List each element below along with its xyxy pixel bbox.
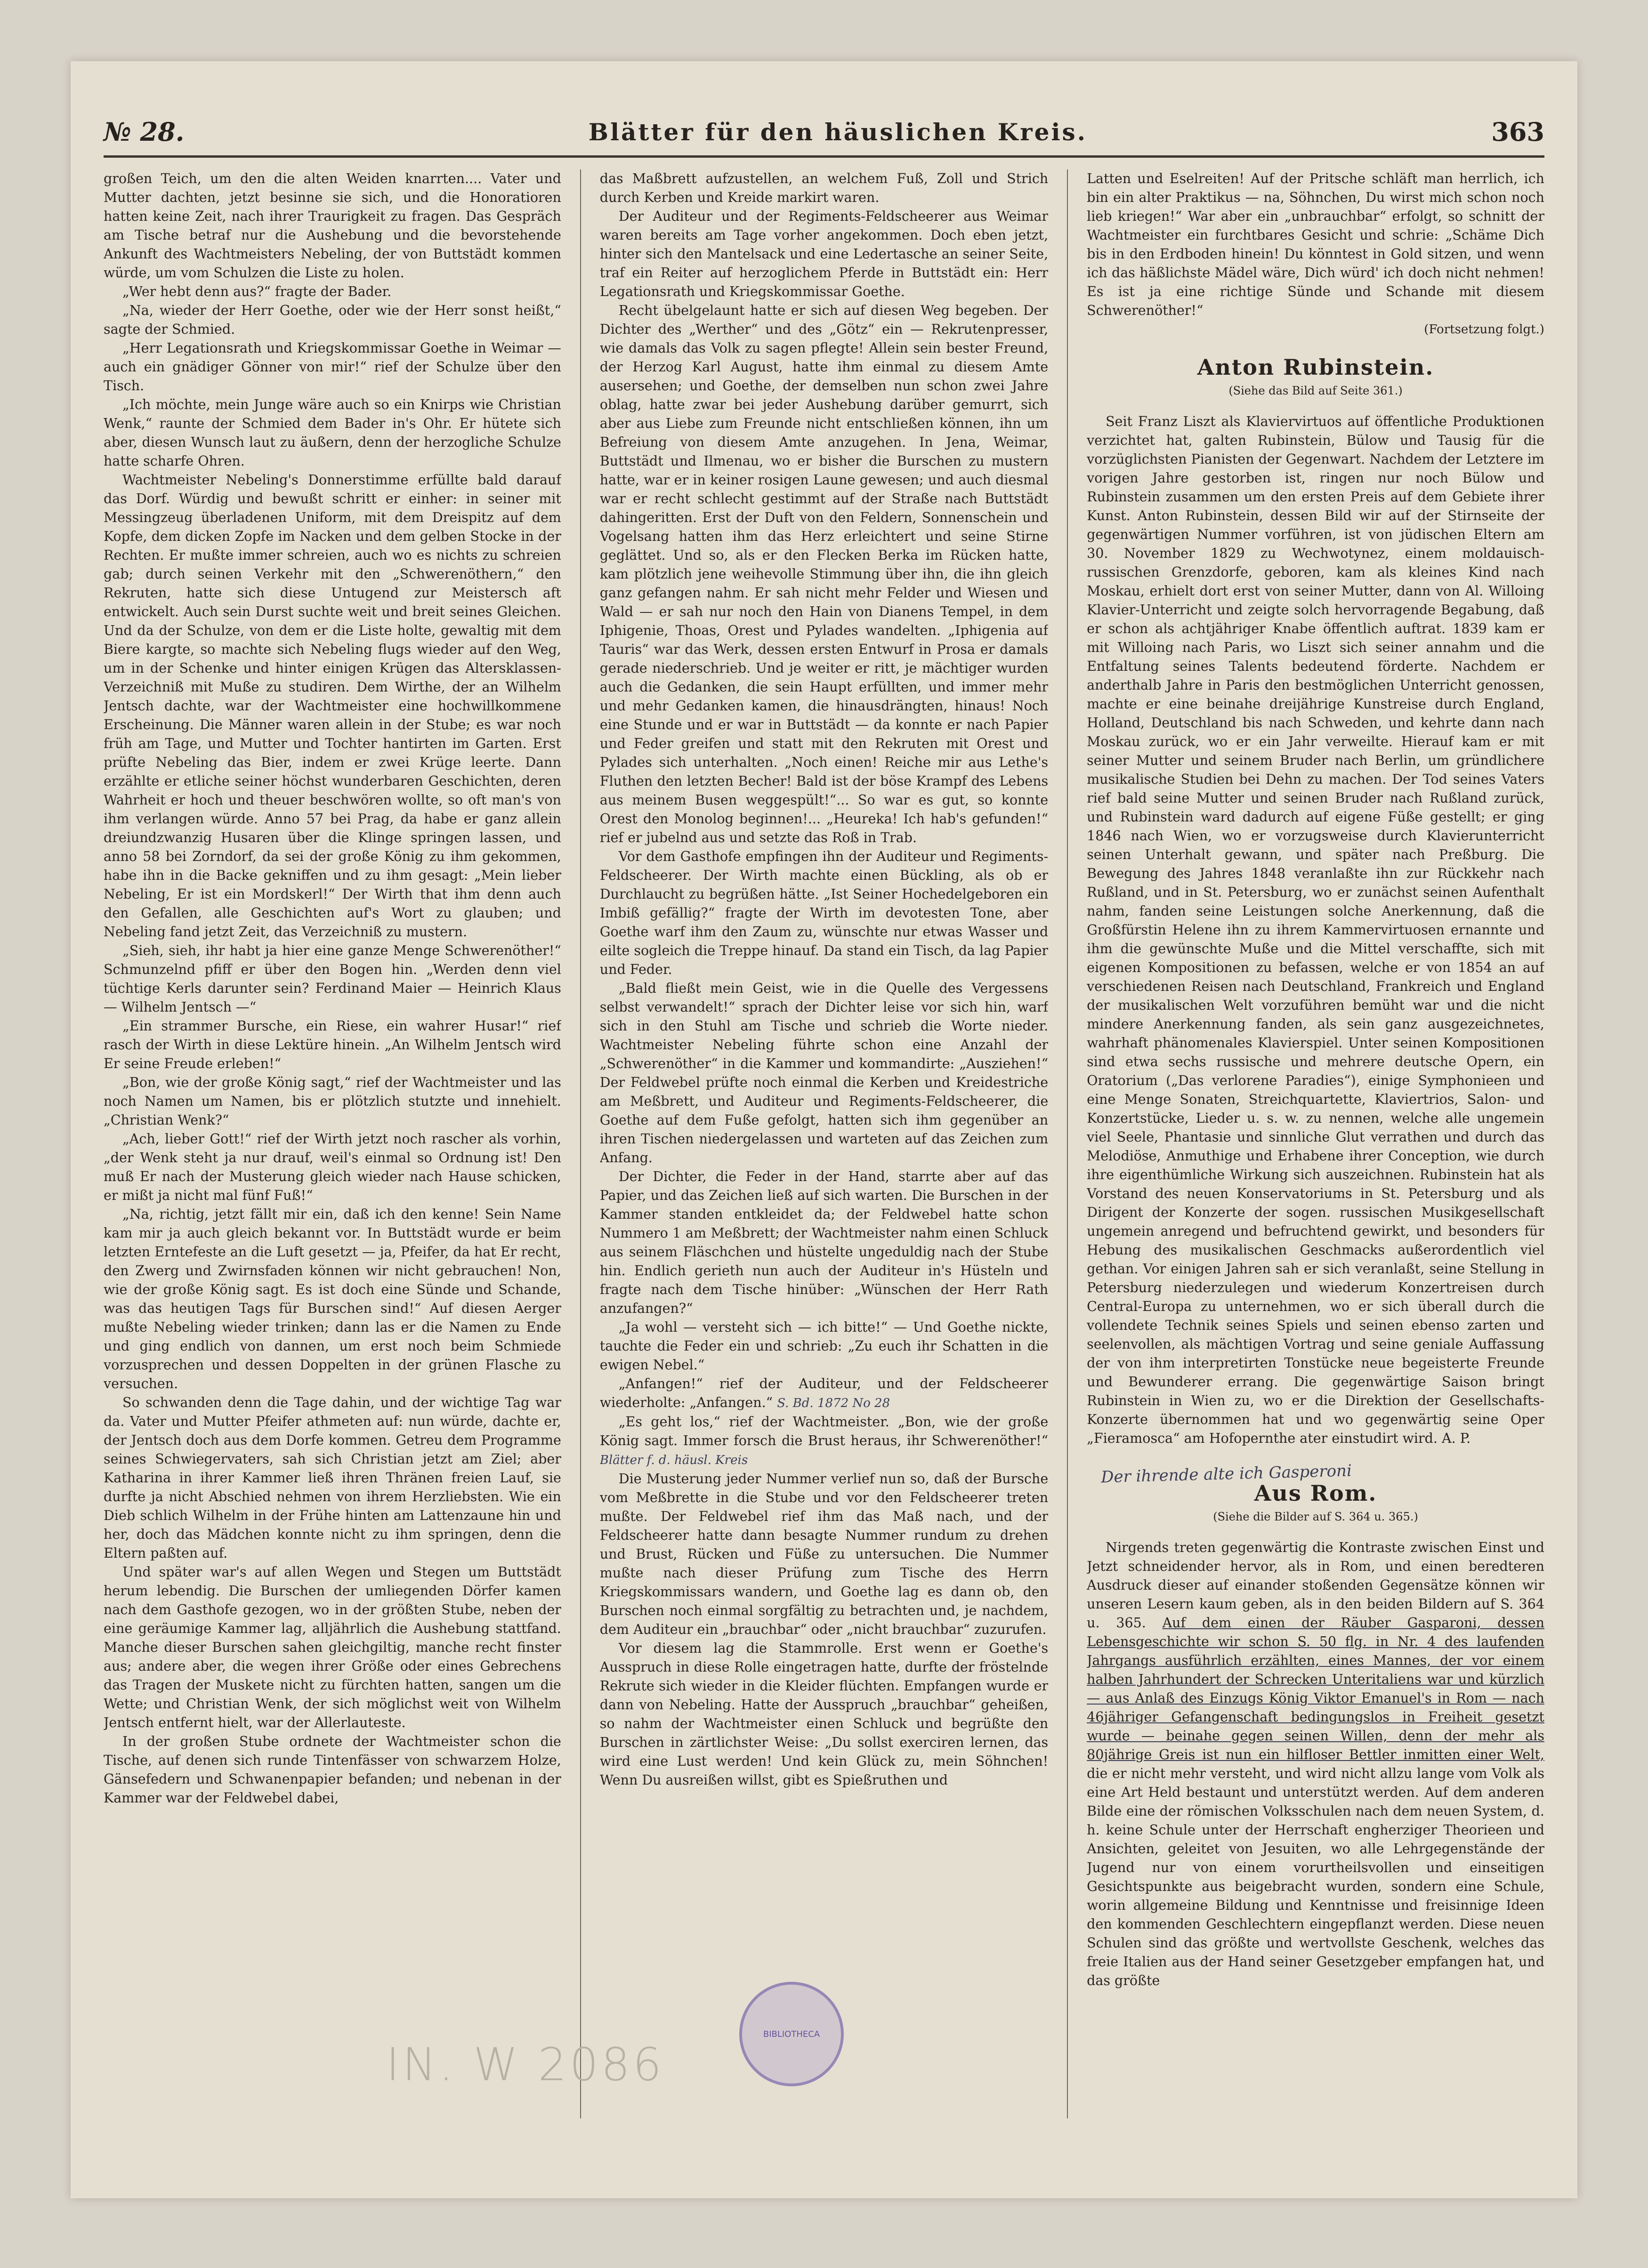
paragraph: „Bald fließt mein Geist, wie in die Quelle des Vergessens selbst verwandelt!“ sprach der Dichter leise vor sich hin, warf sich in den Stuhl am Tische und schrieb die Worte nieder. Wachtmeister Nebeling führte schon eine Anzahl der „Schwerenöther“ in die Kammer und kommandirte: „Ausziehen!“ Der Feldwebel prüfte noch einmal die Kerben und Kreidestriche am Meßbrett, und Auditeur und Regiments-Feldscheerer, die Goethe auf dem Fuße gefolgt, hatten sich ihm gegenüber an ihren Tischen niedergelassen und warteten auf das Zeichen zum Anfang. [599, 981, 1049, 1166]
handwritten-annotation: Der ihrende alte ich Gasperoni [1100, 1461, 1352, 1487]
article-body-rom [1087, 1538, 1544, 1990]
paragraph: großen Teich, um den die alten Weiden knarrten.... Vater und Mutter dachten, jetzt besinne sie sich, und die Honoratioren hatten keine Zeit, nach ihrer Traurigkeit zu fragen. Das Gespräch am Tische betraf nur die Aushebung und die bevorstehende Ankunft des Wachtmeisters Nebeling, der von Buttstädt kommen würde, um vom Schulzen die Liste zu holen. [104, 171, 561, 281]
paragraph: Der Dichter, die Feder in der Hand, starrte aber auf das Papier, und das Zeichen ließ auf sich warten. Die Burschen in der Kammer standen entkleidet da; der Feldwebel hatte schon Nummero 1 am Meßbrett; der Wachtmeister nahm einen Schluck aus seinem Fläschchen und hüstelte ungeduldig nach der Stube hin. Endlich gerieth nun auch der Auditeur in's Hüsteln und fragte nach dem Tische hinüber: „Wünschen der Herr Rath anzufangen?“ [599, 1169, 1049, 1316]
paragraph: Recht übelgelaunt hatte er sich auf diesen Weg begeben. Der Dichter des „Werther“ und des „Götz“ ein — Rekrutenpresser, wie damals das Volk zu sagen pflegte! Allein sein bester Freund, der Herzog Karl August, hatte ihm einmal zu diesem Amte ausersehen; und Goethe, der demselben nun schon zwei Jahre oblag, hatte zwar bei jeder Aushebung darüber gemurrt, sich aber aus Liebe zum Freunde nicht entschließen können, ihn um Befreiung von diesem Amte anzugehen. In Jena, Weimar, Buttstädt und Ilmenau, wo er bisher die Burschen zu mustern hatte, war er in keiner rosigen Laune gewesen; und auch diesmal war er recht schlecht gestimmt auf der Straße nach Buttstädt dahingeritten. Erst der Duft von den Feldern, Sonnenschein und Vogelsang hatten ihm das Herz erleichtert und seine Stirne geglättet. Und so, als er den Flecken Berka im Rücken hatte, kam plötzlich jene weihevolle Stimmung über ihn, die ihn gleich ganz gefangen nahm. Er sah nicht mehr Felder und Wiesen und Wald — er sah nur noch den Hain von Dianens Tempel, in dem Iphigenie, Thoas, Orest und Pylades wandelten. „Iphigenia auf Tauris“ war das Werk, dessen ersten Entwurf in Prosa er damals gerade niederschrieb. Und je weiter er ritt, je mächtiger wurden auch die Gedanken, die sein Haupt erfüllten, und immer mehr und mehr Gedanken kamen, die hinausdrängten, hinaus! Noch eine Stunde und er war in Buttstädt — da konnte er nach Papier und Feder greifen und statt mit den Rekruten mit Orest und Pylades sich unterhalten. „Noch einen! Reiche mir aus Lethe's Fluthen den letzten Becher! Bald ist der böse Krampf des Lebens aus meinem Busen weggespült!“... So war es gut, so konnte Orest den Monolog beginnen!... „Heureka! Ich hab's gefunden!“ rief er jubelnd aus und setzte das Roß in Trab. [599, 303, 1049, 845]
article-subtitle-rom: (Siehe die Bilder auf S. 364 u. 365.) [1213, 1510, 1418, 1523]
handwritten-note: Blätter f. d. häusl. Kreis [599, 1453, 748, 1467]
paragraph-text: „Anfangen!“ rief der Auditeur, und der Feldscheerer wiederholte: „Anfangen.“ [599, 1376, 1049, 1410]
article-subtitle-rubinstein: (Siehe das Bild auf Seite 361.) [1228, 384, 1403, 397]
paragraph: „Ich möchte, mein Junge wäre auch so ein Knirps wie Christian Wenk,“ raunte der Schmied dem Bader in's Ohr. Er hütete sich aber, diesen Wunsch laut zu äußern, denn der herzogliche Schulze hatte scharfe Ohren. [104, 397, 561, 469]
shelfmark-pencil: IN. W 2086 [386, 2038, 664, 2091]
text-columns [104, 169, 1544, 2118]
paragraph: „Na, richtig, jetzt fällt mir ein, daß ich den kenne! Sein Name kam mir ja auch gleich bekannt vor. In Buttstädt wurde er beim letzten Erntefeste an die Luft gesetzt — ja, Pfeifer, da hat Er recht, den Zwerg und Zwirnsfaden können wir nicht gebrauchen! Non, wie der große König sagt. Es ist doch eine Sünde und Schande, was das heutigen Tags für Burschen sind!“ Auf diesen Aerger mußte Nebeling wieder trinken; dann las er die Namen zu Ende und ging endlich von dannen, um erst noch beim Schmiede vorzusprechen und dessen Doppelten in der grünen Flasche zu versuchen. [104, 1206, 561, 1391]
article-body-rubinstein [1087, 412, 1544, 1448]
issue-number: № 28. [104, 117, 185, 147]
stamp-text: BIBLIOTHECA [763, 2029, 820, 2039]
author-signature: A. P. [1442, 1431, 1471, 1446]
publication-title: Blätter für den häuslichen Kreis. [588, 118, 1088, 146]
paragraph [600, 1413, 1048, 1470]
paragraph: das Maßbrett aufzustellen, an welchem Fuß, Zoll und Strich durch Kerben und Kreide markirt waren. [599, 171, 1049, 205]
column-rule [580, 169, 581, 2118]
paragraph: „Ja wohl — versteht sich — ich bitte!“ — Und Goethe nickte, tauchte die Feder ein und schrieb: „Zu euch ihr Schatten in die ewigen Nebel.“ [599, 1319, 1049, 1373]
paragraph-text: „Es geht los,“ rief der Wachtmeister. „Bon, wie der große König sagt. Immer forsch die Brust heraus, ihr Schwerenöther!“ [599, 1414, 1049, 1448]
paragraph: Der Auditeur und der Regiments-Feldscheerer aus Weimar waren bereits am Tage vorher angekommen. Doch eben jetzt, hinter sich den Mantelsack und eine Ledertasche an seiner Seite, traf ein Reiter auf herzoglichem Pferde in Buttstädt ein: Herr Legationsrath und Kriegskommissar Goethe. [599, 209, 1049, 299]
paragraph: Vor dem Gasthofe empfingen ihn der Auditeur und Regiments-Feldscheerer. Der Wirth machte einen Bückling, als ob er Durchlaucht zu begrüßen hätte. „Ist Seiner Hochedelgeboren ein Imbiß gefällig?“ fragte der Wirth im devotesten Tone, aber Goethe warf ihm den Zaum zu, wünschte nur etwas Wasser und eilte sogleich die Treppe hinauf. Da stand ein Tisch, da lag Papier und Feder. [599, 849, 1049, 977]
article-text: Nirgends treten gegenwärtig die Kontraste zwischen Einst und Jetzt schneidender hervor, als in Rom, und einen beredteren Ausdruck dieser auf einander stoßenden Gegensätze können wir unseren Lesern kaum geben, als in den beiden Bildern auf S. 364 u. 365. [1087, 1540, 1544, 1631]
newspaper-page [71, 61, 1577, 2198]
column-rule [1067, 169, 1068, 2118]
continued-note: (Fortsetzung folgt.) [1424, 322, 1544, 337]
paragraph: Latten und Eselreiten! Auf der Pritsche schläft man herrlich, ich bin ein alter Praktikus — na, Söhnchen, Du wirst mich schon noch lieb kriegen!“ War aber ein „unbrauchbar“ erfolgt, so schnitt der Wachtmeister ein furchtbares Gesicht und schrie: „Schäme Dich bis in den Erdboden hinein! Du könntest in Gold sitzen, und wenn ich das häßlichste Mädel wäre, Dich würd' ich doch nicht nehmen! Es ist ja eine richtige Sünde und Schande mit diesem Schwerenöther!“ [1087, 171, 1544, 318]
paragraph: In der großen Stube ordnete der Wachtmeister schon die Tische, auf denen sich runde Tintenfässer von schwarzem Holze, Gänsefedern und Schwanenpapier befanden; und nebenan in der Kammer war der Feldwebel dabei, [104, 1734, 561, 1806]
column-2 [600, 169, 1048, 2118]
article-title-rubinstein: Anton Rubinstein. [1197, 354, 1434, 380]
underlined-passage: Auf dem einen der Räuber Gasparoni, dessen Lebensgeschichte wir schon S. 50 flg. in Nr. 4 des laufenden Jahrgangs ausführlich erzählten, eines Mannes, der vor einem halben Jahrhundert der Schrecken Unteritaliens war und kürzlich — aus Anlaß des Einzugs König Viktor Emanuel's in Rom — nach 46jähriger Gefangenschaft bedingungslos in Freiheit gesetzt wurde — beinahe gegen seinen Willen, denn der mehr als 80jährige Greis ist nun ein hilfloser Bettler inmitten einer Welt, [1087, 1615, 1544, 1762]
paragraph: Die Musterung jeder Nummer verlief nun so, daß der Bursche vom Meßbrette in die Stube und vor den Feldscheerer treten mußte. Der Feldwebel rief ihm das Maß nach, und der Feldscheerer hatte dann besagte Nummer rundum zu drehen und Brust, Rücken und Füße zu untersuchen. Die Nummer mußte nach dieser Prüfung zum Tische des Herrn Kriegskommissars wandern, und Goethe lag es dann ob, den Burschen noch einmal sorgfältig zu betrachten und, je nachdem, dem Auditeur ein „brauchbar“ oder „nicht brauchbar“ zuzurufen. [599, 1471, 1049, 1637]
paragraph [600, 1375, 1048, 1413]
page-header [104, 108, 1544, 158]
article-text: Seit Franz Liszt als Klaviervirtuos auf öffentliche Produktionen verzichtet hat, galten Rubinstein, Bülow und Tausig für die vorzüglichsten Pianisten der Gegenwart. Nachdem der Letztere im vorigen Jahre gestorben ist, ringen nur noch Bülow und Rubinstein zusammen um den ersten Preis auf dem Gebiete ihrer Kunst. Anton Rubinstein, dessen Bild wir auf der Stirnseite der gegenwärtigen Nummer vorführen, ist von jüdischen Eltern am 30. November 1829 zu Wechwotynez, einem moldauisch-russischen Grenzdorfe, geboren, kam als kleines Kind nach Moskau, erhielt dort erst von seiner Mutter, dann von Al. Willoing Klavier-Unterricht und zeigte solch hervorragende Begabung, daß er schon als achtjähriger Knabe öffentlich auftrat. 1839 kam er mit Willoing nach Paris, wo Liszt sich seiner annahm und die Entfaltung seines Talents bedeutend förderte. Nachdem er anderthalb Jahre in Paris den bestmöglichen Unterricht genossen, machte er eine beinahe dreijährige Kunstreise durch England, Holland, Deutschland bis nach Schweden, und kehrte dann nach Moskau zurück, wo er ein Jahr verweilte. Hierauf kam er mit seiner Mutter und seinem Bruder nach Berlin, um gründlichere musikalische Studien bei Dehn zu machen. Der Tod seines Vaters rief bald seine Mutter und seinen Bruder nach Rußland zurück, und Rubinstein ward dadurch auf eigene Füße gestellt; er ging 1846 nach Wien, wo er vorzugsweise durch Klavierunterricht seinen Unterhalt gewann, und später nach Preßburg. Die Bewegung des Jahres 1848 veranlaßte ihn zur Rückkehr nach Rußland, und in St. Petersburg, wo er zunächst seinen Aufenthalt nahm, fanden seine Leistungen solche Anerkennung, daß die Großfürstin Helene ihn zu ihrem Kammervirtuosen ernannte und ihm die gewünschte Muße und die Mittel verschaffte, sich mit eigenen Kompositionen zu befassen, welche er von 1854 an auf verschiedenen Reisen nach Deutschland, Frankreich und England der musikalischen Welt vorzuführen bemüht war und die nicht mindere Anerkennung fanden, als sein ganz ausgezeichnetes, wahrhaft phänomenales Klavierspiel. Unter seinen Kompositionen sind etwa sechs russische und mehrere deutsche Opern, ein Oratorium („Das verlorene Paradies“), einige Symphonieen und eine Menge Sonaten, Streichquartette, Klaviertrios, Salon- und Konzertstücke, Lieder u. s. w. zu nennen, welche alle ungemein viel Seele, Phantasie und sinnliche Glut verrathen und durch das Melodiöse, Anmuthige und Erhabene ihrer Conception, wie durch ihre eigenthümliche Wirkung sich auszeichnen. Rubinstein hat als Vorstand des neuen Konservatoriums in St. Petersburg und als Dirigent der Konzerte der sogen. russischen Musikgesellschaft ungemein anregend und befruchtend gewirkt, und besonders für Hebung des musikalischen Geschmacks außerordentlich viel gethan. Vor einigen Jahren sah er sich veranlaßt, seine Stellung in Petersburg niederzulegen und wiederum Konzertreisen durch Central-Europa zu unternehmen, wo er sich überall durch die vollendete Technik seines Spiels und seinen ebenso zarten und seelenvollen, als mächtigen Vortrag und seine geniale Auffassung der von ihm interpretirten Tonstücke neue begeisterte Freunde und Bewunderer errang. Die gegenwärtige Saison bringt Rubinstein in Wien zu, wo er die Direktion der Gesellschafts-Konzerte übernommen hat und wo gegenwärtig seine Oper „Fieramosca“ am Hofopernthe ater einstudirt wird. [1087, 414, 1544, 1446]
handwritten-note: S. Bd. 1872 No 28 [777, 1396, 890, 1410]
column-1 [104, 169, 561, 2118]
column-3 [1087, 169, 1544, 2118]
paragraph: „Ein strammer Bursche, ein Riese, ein wahrer Husar!“ rief rasch der Wirth in diese Lektüre hinein. „An Wilhelm Jentsch wird Er seine Freude erleben!“ [104, 1018, 561, 1071]
paragraph: So schwanden denn die Tage dahin, und der wichtige Tag war da. Vater und Mutter Pfeifer athmeten auf: nun würde, dachte er, der Jentsch doch aus dem Dorfe kommen. Getreu dem Programme seines Schwiegervaters, sah sich Christian jetzt am Ziel; aber Katharina in ihrer Kammer ließ ihren Thränen freien Lauf, sie durfte ja nicht Abschied nehmen von ihrem Herzliebsten. Wie ein Dieb schlich Wilhelm in der Frühe hinten am Lattenzaune hin und her, doch das Mädchen konnte nicht zu ihm springen, denn die Eltern paßten auf. [104, 1395, 561, 1561]
article-title-rom: Aus Rom. [1254, 1480, 1377, 1506]
page-number: 363 [1491, 117, 1544, 147]
paragraph: Vor diesem lag die Stammrolle. Erst wenn er Goethe's Ausspruch in diese Rolle eingetragen hatte, durfte der fröstelnde Rekrute sich wieder in die Kleider flüchten. Empfangen wurde er dann von Nebeling. Hatte der Ausspruch „brauchbar“ geheißen, so nahm der Wachtmeister einen Schluck und begrüßte den Burschen in zärtlichster Weise: „Du sollst exerciren lernen, das wird eine Lust werden! Und kein Glück zu, mein Söhnchen! Wenn Du ausreißen willst, gibt es Spießruthen und [599, 1641, 1049, 1788]
paragraph: „Ach, lieber Gott!“ rief der Wirth jetzt noch rascher als vorhin, „der Wenk steht ja nur drauf, weil's einmal so Ordnung ist! Den muß Er nach der Musterung gleich wieder nach Hause schicken, er mißt ja nicht mal fünf Fuß!“ [104, 1131, 561, 1203]
paragraph: Wachtmeister Nebeling's Donnerstimme erfüllte bald darauf das Dorf. Würdig und bewußt schritt er einher: in seiner mit Messingzeug überladenen Uniform, mit dem Dreispitz auf dem Kopfe, dem dicken Zopfe im Nacken und dem gelben Stocke in der Rechten. Er mußte immer schreien, auch wo es nichts zu schreien gab; durch seinen Verkehr mit den „Schwerenöthern,“ den Rekruten, hatte sich diese Untugend zur Meistersch aft entwickelt. Auch sein Durst suchte weit und breit seines Gleichen. Und da der Schulze, von dem er die Liste holte, gewaltig mit dem Biere kargte, so machte sich Nebeling flugs wieder auf den Weg, um in der Schenke und hinter einigen Krügen das Altersklassen-Verzeichniß mit Muße zu studiren. Dem Wirthe, der an Wilhelm Jentsch dachte, war der Wachtmeister eine hochwillkommene Erscheinung. Die Männer waren allein in der Stube; es war noch früh am Tage, und Mutter und Tochter hantirten im Garten. Erst prüfte Nebeling das Bier, indem er zwei Krüge leerte. Dann erzählte er etliche seiner höchst wunderbaren Geschichten, deren Wahrheit er hoch und theuer beschwören wollte, so oft man's von ihm verlangen würde. Anno 57 bei Prag, da habe er ganz allein dreiundzwanzig Husaren über die Klinge springen lassen, und anno 58 bei Zorndorf, da sei der große König zu ihm gekommen, habe ihn in die Backe gekniffen und zu ihm gesagt: „Mein lieber Nebeling, Er ist ein Mordskerl!“ Der Wirth that ihm denn auch den Gefallen, alle Geschichten auf's Wort zu glauben; und Nebeling fand jetzt Zeit, das Verzeichniß zu mustern. [104, 472, 561, 940]
paragraph: „Herr Legationsrath und Kriegskommissar Goethe in Weimar — auch ein gnädiger Gönner von mir!“ rief der Schulze über den Tisch. [104, 340, 561, 394]
library-stamp [739, 1982, 844, 2086]
paragraph: „Na, wieder der Herr Goethe, oder wie der Herr sonst heißt,“ sagte der Schmied. [104, 303, 561, 337]
paragraph: „Wer hebt denn aus?“ fragte der Bader. [122, 284, 392, 299]
paragraph: „Sieh, sieh, ihr habt ja hier eine ganze Menge Schwerenöther!“ Schmunzelnd pfiff er über den Bogen hin. „Werden denn viel tüchtige Kerls darunter sein? Ferdinand Maier — Heinrich Klaus — Wilhelm Jentsch —“ [104, 943, 561, 1015]
paragraph: Und später war's auf allen Wegen und Stegen um Buttstädt herum lebendig. Die Burschen der umliegenden Dörfer kamen nach dem Gasthofe gezogen, wo in der größten Stube, neben der eine geräumige Kammer lag, alljährlich die Aushebung stattfand. Manche dieser Burschen sahen gleichgiltig, manche recht finster aus; andere aber, die wegen ihrer Größe oder eines Gebrechens das Tragen der Muskete nicht zu fürchten hatten, sangen um die Wette; und Christian Wenk, der sich möglichst weit von Wilhelm Jentsch entfernt hielt, war der Allerlauteste. [104, 1564, 561, 1730]
article-text: die er nicht mehr versteht, und wird nicht allzu lange vom Volk als eine Art Held bestaunt und unterstützt werden. Auf dem anderen Bilde eine der römischen Volksschulen nach dem neuen System, d. h. keine Schule unter der Herrschaft engherziger Theorieen und Ansichten, geleitet von Jesuiten, wo alle Lehrgegenstände der Jugend nur von einem vorurtheilsvollen und einseitigen Gesichtspunkte aus beigebracht wurden, sondern eine Schule, worin allgemeine Bildung und Kenntnisse und freisinnige Ideen den kommenden Geschlechtern eingepflanzt werden. Diese neuen Schulen sind das größte und wertvollste Geschenk, welches das freie Italien aus der Hand seiner Gesetzgeber empfangen hat, und das größte [1087, 1766, 1544, 1988]
paragraph: „Bon, wie der große König sagt,“ rief der Wachtmeister und las noch Namen um Namen, bis er plötzlich stutzte und innehielt. „Christian Wenk?“ [104, 1075, 561, 1128]
